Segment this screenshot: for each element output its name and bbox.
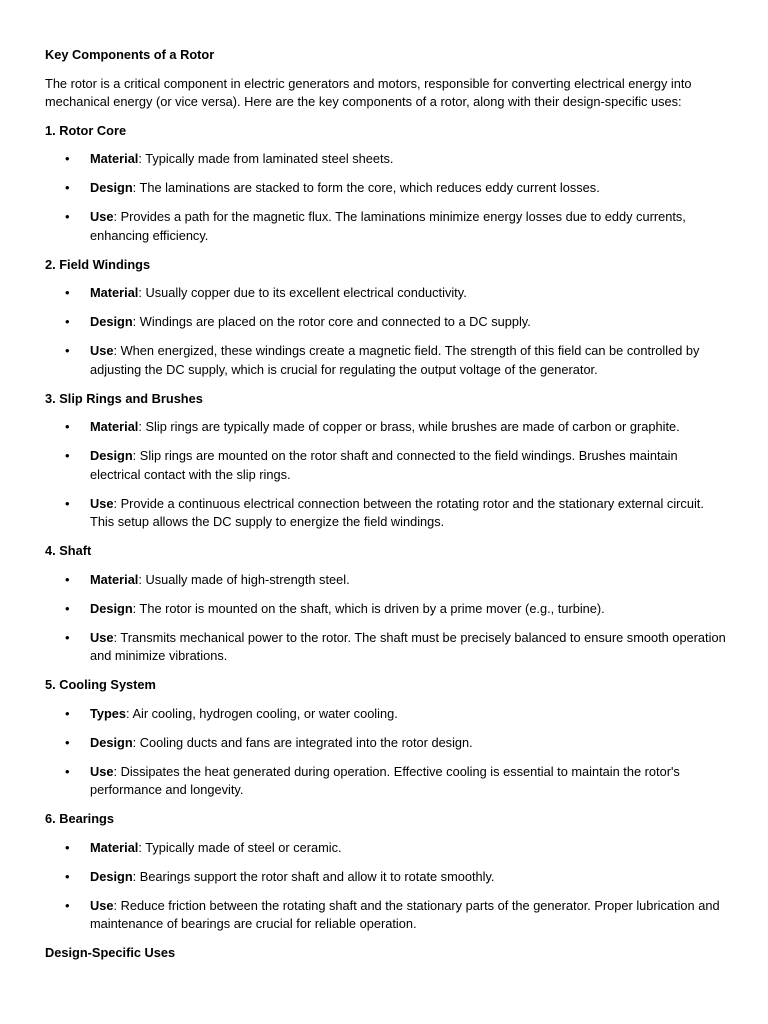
item-description: : Transmits mechanical power to the rotor. The shaft must be precisely balanced to ensure smooth operation and minimize vibrations. (90, 629, 726, 663)
item-term: Use (90, 495, 114, 511)
item-term: Design (90, 868, 133, 884)
item-term: Design (90, 734, 133, 750)
section-heading: 5. Cooling System (45, 677, 156, 692)
bullet-icon: • (65, 343, 70, 358)
item-description: : Usually made of high-strength steel. (138, 571, 350, 587)
item-description: : Slip rings are mounted on the rotor shaft and connected to the field windings. Brushes maintain electrical contact with the slip rings. (90, 448, 678, 482)
list-item (45, 150, 728, 169)
list-item (45, 418, 728, 437)
list-item (45, 629, 728, 666)
item-description: : Typically made of steel or ceramic. (138, 839, 342, 855)
bullet-icon: • (65, 734, 70, 750)
section-heading: 1. Rotor Core (45, 122, 127, 138)
bullet-icon: • (65, 868, 70, 884)
item-description: : Dissipates the heat generated during operation. Effective cooling is essential to maintain the rotor's performance and longevity. (90, 763, 680, 797)
item-term: Design (90, 180, 133, 195)
item-description: : The laminations are stacked to form the core, which reduces eddy current losses. (132, 180, 600, 195)
intro-paragraph: The rotor is a critical component in electric generators and motors, responsible for converting electrical energy into mechanical energy (or vice versa). Here are the key components of a rotor, along with their design-specific uses: (45, 75, 692, 109)
section-heading: 2. Field Windings (45, 256, 151, 272)
bullet-icon: • (65, 763, 70, 779)
list-item (45, 839, 728, 858)
bullet-icon: • (65, 448, 70, 463)
list-item (45, 897, 728, 934)
item-description: : Usually copper due to its excellent electrical conductivity. (138, 285, 467, 300)
item-term: Design (90, 600, 133, 616)
bullet-icon: • (65, 629, 70, 645)
bullet-list (45, 284, 728, 379)
list-item (45, 600, 728, 619)
list-item (45, 342, 728, 379)
item-term: Material (90, 151, 139, 166)
list-item (45, 705, 728, 724)
item-term: Material (90, 285, 139, 300)
item-term: Design (90, 448, 133, 463)
bullet-icon: • (65, 571, 70, 587)
bullet-list (45, 705, 728, 800)
item-term: Use (90, 763, 114, 779)
item-description: : The rotor is mounted on the shaft, which is driven by a prime mover (e.g., turbine). (132, 600, 605, 616)
bullet-icon: • (65, 180, 70, 195)
bullet-icon: • (65, 839, 70, 855)
item-description: : Typically made from laminated steel sheets. (138, 151, 394, 166)
bullet-list (45, 418, 728, 532)
item-term: Use (90, 629, 114, 645)
list-item (45, 763, 728, 800)
item-term: Use (90, 209, 114, 224)
bullet-list (45, 150, 728, 245)
document-title: Key Components of a Rotor (45, 47, 215, 62)
list-item (45, 447, 728, 484)
list-item (45, 868, 728, 887)
item-description: : Windings are placed on the rotor core and connected to a DC supply. (132, 314, 531, 329)
list-item (45, 313, 728, 332)
list-item (45, 179, 728, 198)
bullet-icon: • (65, 705, 70, 721)
bullet-icon: • (65, 151, 70, 166)
item-description: : Provide a continuous electrical connection between the rotating rotor and the stationary external circuit. This setup allows the DC supply to energize the field windings. (90, 495, 704, 529)
item-description: : Provides a path for the magnetic flux. The laminations minimize energy losses due to eddy currents, enhancing efficiency. (90, 209, 686, 243)
item-term: Types (90, 705, 127, 721)
section (45, 810, 728, 934)
bullet-icon: • (65, 419, 70, 434)
section-heading: 3. Slip Rings and Brushes (45, 390, 203, 406)
sections-container (45, 122, 728, 934)
item-term: Use (90, 343, 114, 358)
bullet-icon: • (65, 314, 70, 329)
list-item (45, 571, 728, 590)
section (45, 676, 728, 800)
section-heading: 6. Bearings (45, 811, 114, 826)
bullet-icon: • (65, 209, 70, 224)
bullet-list (45, 571, 728, 666)
list-item (45, 284, 728, 303)
item-description: : Bearings support the rotor shaft and allow it to rotate smoothly. (132, 868, 495, 884)
item-description: : Cooling ducts and fans are integrated into the rotor design. (132, 734, 473, 750)
bullet-icon: • (65, 495, 70, 511)
section (45, 122, 728, 246)
item-term: Material (90, 839, 139, 855)
item-term: Design (90, 314, 133, 329)
section-heading: 4. Shaft (45, 543, 92, 558)
list-item (45, 208, 728, 245)
bullet-icon: • (65, 897, 70, 913)
bullet-icon: • (65, 600, 70, 616)
item-term: Material (90, 419, 139, 434)
item-term: Use (90, 897, 114, 913)
item-description: : Slip rings are typically made of copper or brass, while brushes are made of carbon or graphite. (138, 419, 680, 434)
list-item (45, 734, 728, 753)
bullet-list (45, 839, 728, 934)
design-specific-uses-heading: Design-Specific Uses (45, 945, 176, 960)
section (45, 542, 728, 666)
section (45, 390, 728, 532)
section (45, 256, 728, 380)
item-description: : Reduce friction between the rotating shaft and the stationary parts of the generator. Proper lubrication and maintenance of bearings are crucial for reliable operation. (90, 897, 720, 931)
item-term: Material (90, 571, 139, 587)
list-item (45, 495, 728, 532)
item-description: : Air cooling, hydrogen cooling, or water cooling. (126, 705, 398, 721)
bullet-icon: • (65, 285, 70, 300)
item-description: : When energized, these windings create a magnetic field. The strength of this field can be controlled by adjusting the DC supply, which is crucial for regulating the output voltage of the generator. (90, 343, 700, 377)
